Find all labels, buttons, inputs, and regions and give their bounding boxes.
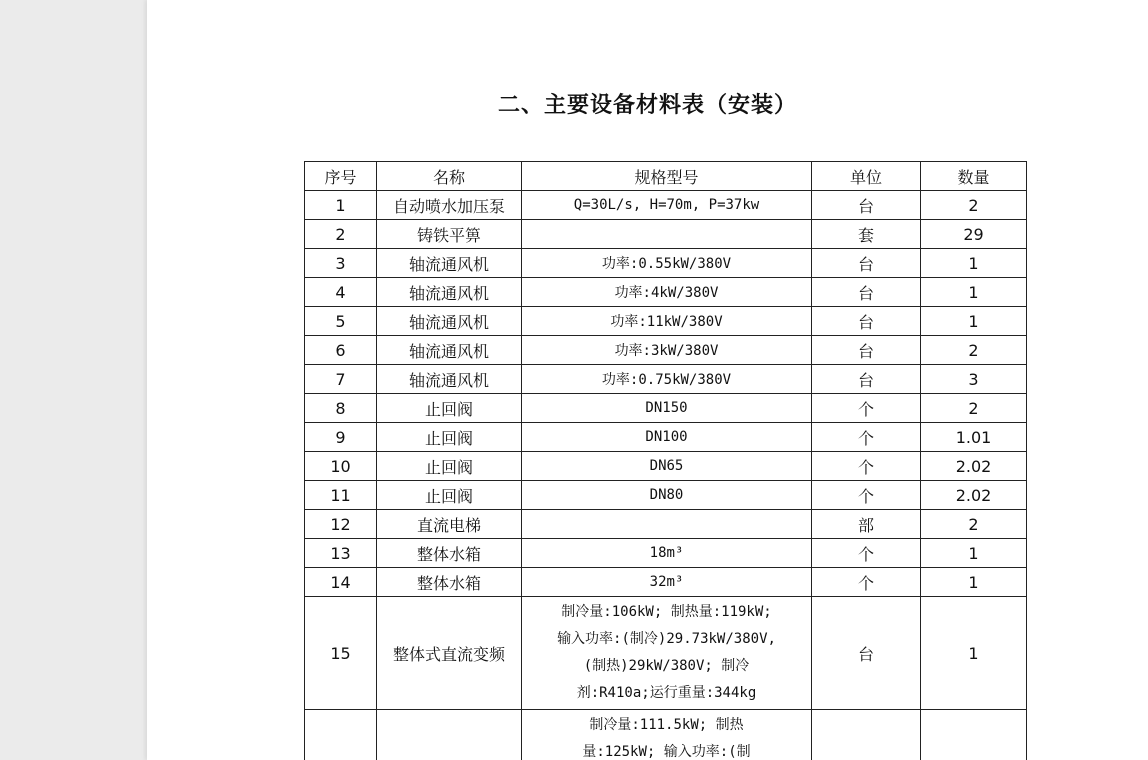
cell-index: 12: [305, 510, 377, 539]
cell-qty: 3: [921, 365, 1027, 394]
table-row: [305, 597, 1027, 710]
cell-name: 轴流通风机: [377, 307, 522, 336]
cell-unit: 台: [812, 597, 921, 710]
cell-spec: [522, 220, 812, 249]
table-row: [305, 394, 1027, 423]
cell-index: 15: [305, 597, 377, 710]
cell-spec: 功率:3kW/380V: [522, 336, 812, 365]
cell-spec: DN65: [522, 452, 812, 481]
cell-qty: 1: [921, 539, 1027, 568]
cell-name: 止回阀: [377, 452, 522, 481]
table-row: [305, 307, 1027, 336]
cell-unit: 个: [812, 481, 921, 510]
table-row: [305, 220, 1027, 249]
cell-index: 14: [305, 568, 377, 597]
table-row: [305, 452, 1027, 481]
cell-name: 轴流通风机: [377, 336, 522, 365]
cell-spec: DN100: [522, 423, 812, 452]
cell-name: 轴流通风机: [377, 365, 522, 394]
cell-spec: 功率:4kW/380V: [522, 278, 812, 307]
cell-spec-multiline: [522, 597, 812, 710]
cell-spec: 功率:0.55kW/380V: [522, 249, 812, 278]
table-row: [305, 278, 1027, 307]
cell-unit: 台: [812, 249, 921, 278]
cell-name: 轴流通风机: [377, 278, 522, 307]
cell-name: 止回阀: [377, 394, 522, 423]
cell-unit: 个: [812, 568, 921, 597]
cell-unit: 台: [812, 365, 921, 394]
table-row: [305, 423, 1027, 452]
cell-index: 1: [305, 191, 377, 220]
header-cell: 序号: [305, 162, 377, 191]
cell-qty: 1: [921, 597, 1027, 710]
table-row: [305, 710, 1027, 760]
cell-qty: 1.01: [921, 423, 1027, 452]
cell-name: 整体式直流变频: [377, 597, 522, 710]
spec-line: 剂:R410a;运行重量:344kg: [576, 685, 757, 701]
cell-qty: 2: [921, 191, 1027, 220]
cell-unit: [812, 710, 921, 760]
cell-index: [305, 710, 377, 760]
cell-name: 轴流通风机: [377, 249, 522, 278]
cell-name: 自动喷水加压泵: [377, 191, 522, 220]
cell-qty: 2.02: [921, 452, 1027, 481]
cell-index: 7: [305, 365, 377, 394]
spec-line: 制冷量:111.5kW; 制热: [589, 717, 744, 733]
cell-spec: 功率:11kW/380V: [522, 307, 812, 336]
cell-qty: 1: [921, 249, 1027, 278]
table-row: [305, 249, 1027, 278]
cell-unit: 部: [812, 510, 921, 539]
cell-index: 13: [305, 539, 377, 568]
header-cell: 规格型号: [522, 162, 812, 191]
header-cell: 数量: [921, 162, 1027, 191]
cell-spec: Q=30L/s, H=70m, P=37kw: [522, 191, 812, 220]
cell-qty: 1: [921, 278, 1027, 307]
cell-qty: 2: [921, 336, 1027, 365]
cell-spec: 18m³: [522, 539, 812, 568]
cell-unit: 个: [812, 423, 921, 452]
cell-name: 止回阀: [377, 423, 522, 452]
cell-unit: 台: [812, 191, 921, 220]
cell-name: 铸铁平箅: [377, 220, 522, 249]
cell-name: 止回阀: [377, 481, 522, 510]
cell-index: 11: [305, 481, 377, 510]
table-row: [305, 510, 1027, 539]
cell-name: 整体水箱: [377, 539, 522, 568]
cell-index: 2: [305, 220, 377, 249]
cell-qty: 1: [921, 568, 1027, 597]
cell-qty: 1: [921, 307, 1027, 336]
cell-spec: [522, 510, 812, 539]
cell-qty: 2.02: [921, 481, 1027, 510]
table-row: [305, 365, 1027, 394]
header-cell: 单位: [812, 162, 921, 191]
cell-qty: [921, 710, 1027, 760]
spec-line: 输入功率:(制冷)29.73kW/380V,: [557, 631, 776, 647]
equipment-table: [304, 161, 1027, 760]
table-row: [305, 539, 1027, 568]
spec-line: 制冷量:106kW; 制热量:119kW;: [561, 604, 772, 620]
spec-line: 量:125kW; 输入功率:(制: [582, 744, 751, 760]
header-cell: 名称: [377, 162, 522, 191]
cell-unit: 套: [812, 220, 921, 249]
cell-qty: 2: [921, 394, 1027, 423]
document-page: [147, 0, 1148, 760]
cell-spec-multiline: [522, 710, 812, 760]
cell-spec: 功率:0.75kW/380V: [522, 365, 812, 394]
cell-index: 6: [305, 336, 377, 365]
table-row: [305, 191, 1027, 220]
cell-spec: 32m³: [522, 568, 812, 597]
cell-unit: 台: [812, 336, 921, 365]
cell-unit: 个: [812, 539, 921, 568]
cell-name: [377, 710, 522, 760]
table-row: [305, 568, 1027, 597]
cell-index: 4: [305, 278, 377, 307]
table-row: [305, 481, 1027, 510]
cell-unit: 台: [812, 307, 921, 336]
cell-name: 直流电梯: [377, 510, 522, 539]
cell-spec: DN150: [522, 394, 812, 423]
cell-qty: 29: [921, 220, 1027, 249]
cell-index: 9: [305, 423, 377, 452]
cell-index: 10: [305, 452, 377, 481]
spec-line: (制热)29kW/380V; 制冷: [583, 658, 750, 674]
table-row: [305, 336, 1027, 365]
page-title: 二、主要设备材料表（安装）: [497, 93, 797, 118]
cell-spec: DN80: [522, 481, 812, 510]
cell-name: 整体水箱: [377, 568, 522, 597]
cell-unit: 台: [812, 278, 921, 307]
cell-unit: 个: [812, 452, 921, 481]
cell-index: 3: [305, 249, 377, 278]
cell-index: 5: [305, 307, 377, 336]
cell-unit: 个: [812, 394, 921, 423]
table-header-row: [305, 162, 1027, 191]
cell-index: 8: [305, 394, 377, 423]
cell-qty: 2: [921, 510, 1027, 539]
